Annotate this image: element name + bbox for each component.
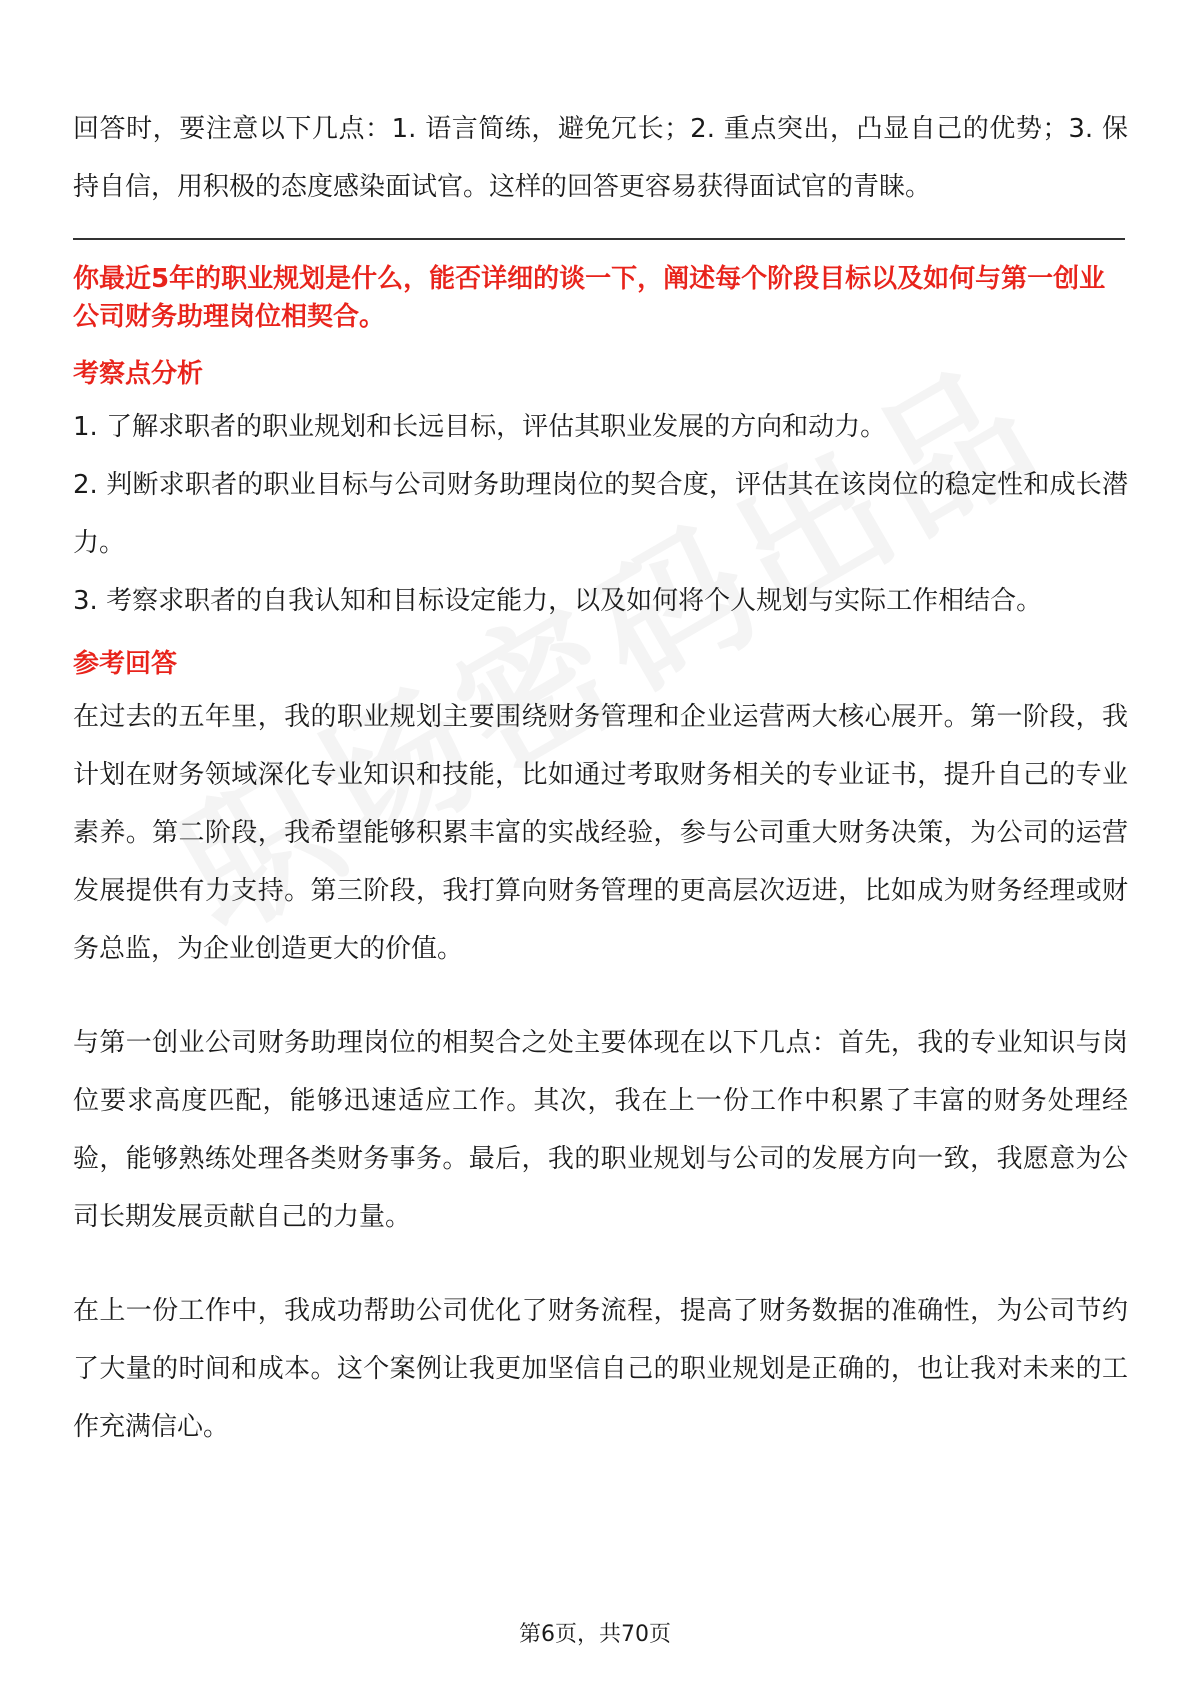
- paragraph-gap: [73, 1246, 1128, 1282]
- answer-paragraph-1: 在过去的五年里，我的职业规划主要围绕财务管理和企业运营两大核心展开。第一阶段，我计划在财务领域深化专业知识和技能，比如通过考取财务相关的专业证书，提升自己的专业素养。第二阶段，我希望能够积累丰富的实战经验，参与公司重大财务决策，为公司的运营发展提供有力支持。第三阶段，我打算向财务管理的更高层次迈进，比如成为财务经理或财务总监，为企业创造更大的价值。: [73, 702, 1128, 964]
- answer-heading: 参考回答: [73, 649, 178, 679]
- paragraph-gap: [73, 978, 1128, 1014]
- page-content: [73, 100, 1128, 1456]
- analysis-heading: 考察点分析: [73, 359, 204, 389]
- answer-paragraph-3: 在上一份工作中，我成功帮助公司优化了财务流程，提高了财务数据的准确性，为公司节约了大量的时间和成本。这个案例让我更加坚信自己的职业规划是正确的，也让我对未来的工作充满信心。: [73, 1296, 1128, 1442]
- page-footer: 第6页，共70页: [519, 1622, 671, 1647]
- analysis-item-3: 3. 考察求职者的自我认知和目标设定能力，以及如何将个人规划与实际工作相结合。: [73, 586, 1043, 616]
- section-divider: [73, 238, 1125, 240]
- answer-paragraph-2: 与第一创业公司财务助理岗位的相契合之处主要体现在以下几点：首先，我的专业知识与岗位要求高度匹配，能够迅速适应工作。其次，我在上一份工作中积累了丰富的财务处理经验，能够熟练处理各类财务事务。最后，我的职业规划与公司的发展方向一致，我愿意为公司长期发展贡献自己的力量。: [73, 1028, 1128, 1232]
- analysis-item-2: 2. 判断求职者的职业目标与公司财务助理岗位的契合度，评估其在该岗位的稳定性和成长潜力。: [73, 470, 1128, 558]
- intro-paragraph: 回答时，要注意以下几点：1. 语言简练，避免冗长；2. 重点突出，凸显自己的优势；3. 保持自信，用积极的态度感染面试官。这样的回答更容易获得面试官的青睐。: [73, 114, 1128, 202]
- question-heading: 你最近5年的职业规划是什么，能否详细的谈一下，阐述每个阶段目标以及如何与第一创业公司财务助理岗位相契合。: [73, 264, 1106, 332]
- analysis-item-1: 1. 了解求职者的职业规划和长远目标，评估其职业发展的方向和动力。: [73, 412, 887, 442]
